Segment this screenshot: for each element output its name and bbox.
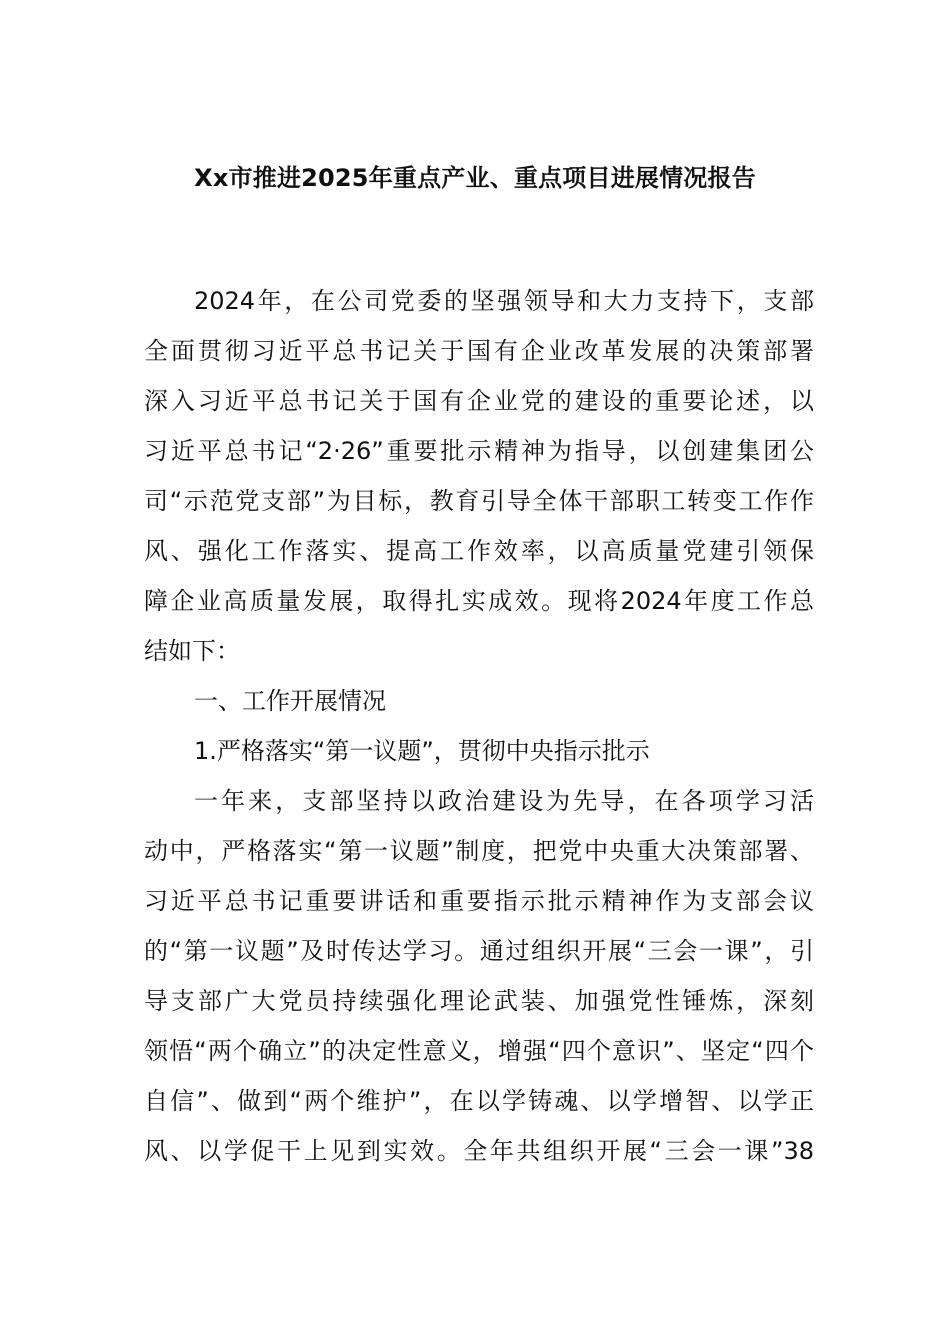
paragraph-line-4: 习近平总书记“2·26”重要批示精神为指导，以创建集团公 [144,437,814,465]
paragraph-line-5: 司“示范党支部”为目标，教育引导全体干部职工转变工作作 [144,487,814,515]
paragraph-line-12: 的“第一议题”及时传达学习。通过组织开展“三会一课”，引 [144,937,814,965]
paragraph-line-14: 领悟“两个确立”的决定性意义，增强“四个意识”、坚定“四个 [144,1037,814,1065]
paragraph-line-1: 2024年，在公司党委的坚强领导和大力支持下，支部 [194,287,814,315]
section-heading: 一、工作开展情况 [194,687,386,715]
paragraph-line-6: 风、强化工作落实、提高工作效率，以高质量党建引领保 [144,537,814,565]
paragraph-line-10: 动中，严格落实“第一议题”制度，把党中央重大决策部署、 [144,837,814,865]
paragraph-line-9: 一年来，支部坚持以政治建设为先导，在各项学习活 [194,787,814,815]
document-title: Xx市推进2025年重点产业、重点项目进展情况报告 [194,164,756,192]
paragraph-line-3: 深入习近平总书记关于国有企业党的建设的重要论述，以 [144,387,814,415]
paragraph-line-13: 导支部广大党员持续强化理论武装、加强党性锤炼，深刻 [144,987,814,1015]
paragraph-line-8: 结如下： [144,637,240,665]
paragraph-line-16: 风、以学促干上见到实效。全年共组织开展“三会一课”38 [144,1137,814,1165]
paragraph-line-2: 全面贯彻习近平总书记关于国有企业改革发展的决策部署 [144,337,814,365]
paragraph-line-15: 自信”、做到“两个维护”，在以学铸魂、以学增智、以学正 [144,1087,814,1115]
paragraph-line-7: 障企业高质量发展，取得扎实成效。现将2024年度工作总 [144,587,814,615]
subsection-heading: 1.严格落实“第一议题”，贯彻中央指示批示 [194,737,650,765]
paragraph-line-11: 习近平总书记重要讲话和重要指示批示精神作为支部会议 [144,887,814,915]
